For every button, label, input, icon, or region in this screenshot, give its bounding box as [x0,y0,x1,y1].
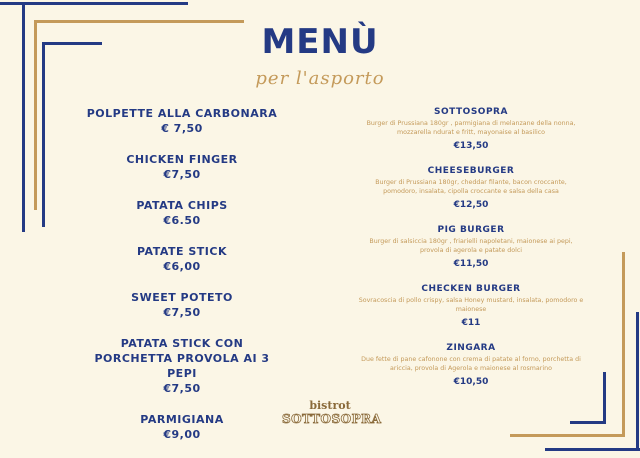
menu-item-price: €7,50 [163,306,201,319]
menu-item-name: SWEET POTETO [131,291,233,304]
burger-item-price: €11 [461,318,481,328]
burger-item-description: Burger di Prussiana 180gr, cheddar filante, bacon croccante, pomodoro, insalata, cipolla croccante e salsa della casa [375,179,567,195]
menu-item [82,244,282,275]
menu-title: MENÙ [261,22,379,62]
burger-item [356,224,586,271]
burger-item-name: ZINGARA [446,343,496,353]
bistrot-logo [282,399,382,436]
menu-item-name: PATATE STICK [137,245,227,258]
burger-item-price: €11,50 [453,259,489,269]
burger-item-name: CHECKEN BURGER [421,284,521,294]
menu-item-name: POLPETTE ALLA CARBONARA [86,107,278,120]
frame-line-right-gold [622,252,625,437]
burger-item [356,283,586,330]
burger-item [356,165,586,212]
burger-item-description: Sovracoscia di pollo crispy, salsa Honey mustard, insalata, pomodoro e maionese [358,297,584,313]
logo-top-text: bistrot [309,399,351,412]
burger-item-description: Burger di salsiccia 180gr , friarielli napoletani, maionese ai pepi, provola di agerola e patate dolci [369,238,573,254]
menu-item [82,336,282,397]
menu-item-price: €7,50 [163,382,201,395]
burger-item-price: €12,50 [453,200,489,210]
burger-item-name: CHEESEBURGER [427,166,515,176]
burger-item-price: €10,50 [453,377,489,387]
logo-bottom-text: SOTTOSOPRA [282,412,382,426]
frame-line-inner-bottom-navy [570,421,606,424]
right-menu-list [356,106,586,401]
menu-item-price: €6.50 [163,214,201,227]
burger-item-price: €13,50 [453,141,489,151]
menu-item [82,198,282,229]
burger-item-description: Burger di Prussiana 180gr , parmigiana di melanzane della nonna, mozzarella ndurat e fritt, mayonaise al basilico [366,120,576,136]
burger-item [356,342,586,389]
left-menu-list [82,106,282,458]
menu-item [82,106,282,137]
menu-item-price: € 7,50 [161,122,203,135]
frame-line-right-navy [636,312,639,450]
menu-item [82,412,282,443]
burger-item-name: PIG BURGER [437,225,505,235]
menu-item-name: PATATA CHIPS [136,199,228,212]
frame-line-bottom-gold [510,434,625,437]
menu-item [82,152,282,183]
menu-item-price: €6,00 [163,260,201,273]
burger-item-name: SOTTOSOPRA [434,107,508,117]
burger-item [356,106,586,153]
frame-line-top-navy [0,2,188,5]
frame-line-bottom-navy [545,448,640,451]
menu-item-name: PATATA STICK CON PORCHETTA PROVOLA AI 3 PEPI [94,337,270,380]
menu-item [82,290,282,321]
menu-item-price: €9,00 [163,428,201,441]
menu-subtitle: per l'asporto [255,68,385,89]
menu-item-price: €7,50 [163,168,201,181]
menu-item-name: PARMIGIANA [140,413,224,426]
burger-item-description: Due fette di pane cafonone con crema di patate al forno, porchetta di ariccia, provola di Agerola e maionese al rosmarino [361,356,581,372]
menu-item-name: CHICKEN FINGER [126,153,238,166]
frame-line-inner-right-navy [603,372,606,424]
